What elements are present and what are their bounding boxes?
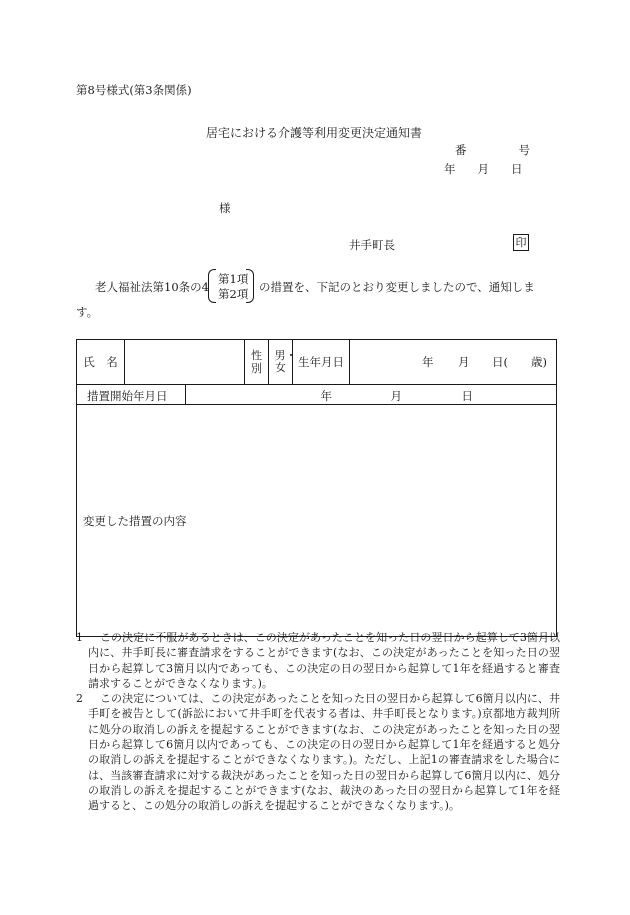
birthdate-value-cell[interactable] [350, 340, 557, 385]
note-text: この決定については、この決定があったことを知った日の翌日から起算して6箇月以内に、井手町を被告として(訴訟において井手町を代表する者は、井手町長となります。)京都地方裁判所に処分の取消しの訴えを提起することができます(なお、この決定があったことを知った日の翌日から起算して6箇月以内であっても、この決定の日の翌日から起算して1年を経過すると処分の取消しの訴えを提起することができなくなります。)。ただし、上記1の審査請求をした場合には、当該審査請求に対する裁決があったことを知った日の翌日から起算して6箇月以内に、処分の取消しの訴えを提起することができます(なお、裁決のあった日の翌日から起算して1年を経過すると、この処分の取消しの訴えを提起することができなくなります。)。 [88, 692, 560, 813]
start-date-divider [185, 385, 186, 405]
sex-values: 男・女 [274, 349, 297, 374]
name-label: 氏 名 [83, 355, 118, 369]
date-tsuki: 月 [477, 162, 489, 176]
start-date-label: 措置開始年月日 [87, 388, 168, 403]
body-suffix-line1: の措置を、下記のとおり変更しましたので、通知しま [259, 280, 535, 294]
option-paragraph-2: 第2項 [218, 287, 249, 301]
issue-date-line [444, 161, 523, 177]
addressee-suffix: 様 [219, 201, 231, 215]
start-date-value-cell[interactable] [245, 385, 557, 405]
form-number: 第8号様式(第3条関係) [76, 83, 192, 97]
article-options-brace [208, 269, 254, 301]
table-row-start-date [77, 385, 557, 405]
table-row-person [77, 340, 557, 385]
start-date-label-cell [77, 385, 245, 405]
table-row-changed-measures [77, 405, 557, 637]
note-item [76, 691, 560, 813]
note-item [76, 630, 560, 691]
body-prefix: 老人福祉法第10条の4 [95, 280, 209, 294]
document-title: 居宅における介護等利用変更決定通知書 [206, 126, 423, 140]
note-number: 1 [76, 631, 83, 644]
name-label-cell [77, 340, 125, 385]
changed-measures-cell[interactable] [77, 405, 557, 637]
sex-label-cell [245, 340, 269, 385]
sex-value-cell[interactable] [269, 340, 297, 385]
changed-measures-label: 変更した措置の内容 [83, 513, 187, 528]
start-hi: 日 [461, 388, 473, 403]
body-suffix-line2: す。 [76, 305, 99, 319]
seal-mark: 印 [513, 234, 529, 251]
number-ban: 番 [455, 143, 467, 157]
note-text: この決定に不服があるときは、この決定があったことを知った日の翌日から起算して3箇月以内に、井手町長に審査請求をすることができます(なお、この決定があったことを知った日の翌日から起算して3箇月以内であっても、この決定の日の翌日から起算して1年を経過すると審査請求することができなくなります。)。 [88, 631, 560, 690]
sex-label: 性別 [251, 349, 262, 375]
birth-tsuki: 月 [458, 355, 470, 369]
number-go: 号 [518, 143, 530, 157]
issuer-name: 井手町長 [349, 238, 395, 252]
birthdate-label-cell [293, 340, 350, 385]
option-paragraph-1: 第1項 [218, 272, 249, 286]
start-tsuki: 月 [390, 388, 402, 403]
note-number: 2 [76, 692, 83, 706]
date-nen: 年 [444, 162, 456, 176]
birth-sai: 歳) [531, 355, 547, 369]
birthdate-label: 生年月日 [298, 355, 344, 369]
date-hi: 日 [511, 162, 523, 176]
recipient-table [76, 339, 557, 637]
document-number-line [455, 142, 530, 158]
name-value-cell[interactable] [125, 340, 245, 385]
notes-section [76, 630, 560, 814]
birth-hi: 日( [492, 355, 508, 369]
left-brace [208, 269, 216, 303]
birth-nen: 年 [422, 355, 434, 369]
start-nen: 年 [320, 388, 332, 403]
